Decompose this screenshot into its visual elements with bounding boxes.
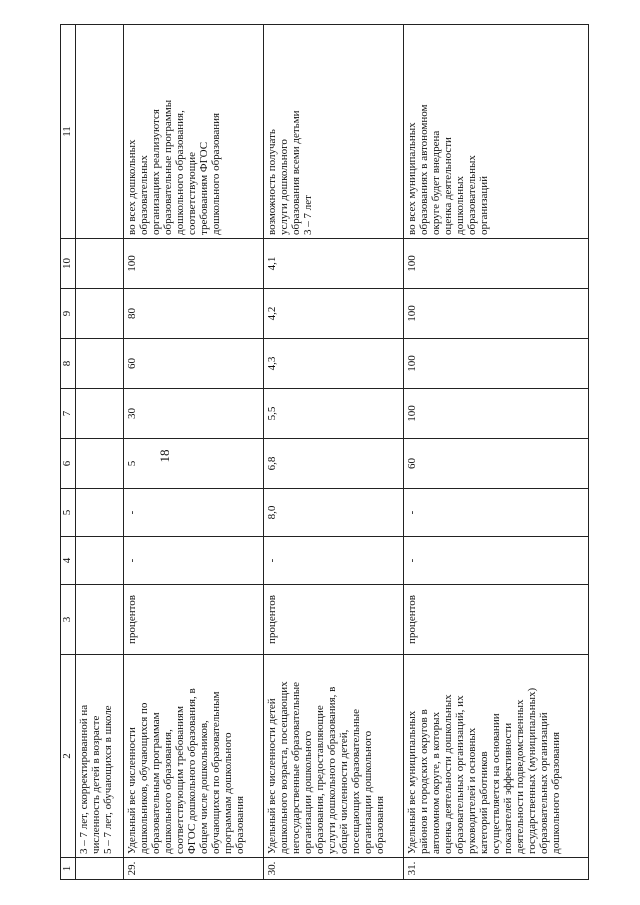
value-cell: 4,2 (264, 289, 404, 339)
value-cell (76, 239, 124, 289)
value-cell: 5 (124, 439, 264, 489)
row-number-cell (76, 858, 124, 880)
column-header: 11 (61, 25, 76, 239)
value-cell (76, 489, 124, 537)
result-cell (76, 25, 124, 239)
indicators-table (60, 24, 589, 880)
value-cell: 60 (404, 439, 589, 489)
column-header: 6 (61, 439, 76, 489)
value-cell: 4,3 (264, 339, 404, 389)
value-cell: 80 (124, 289, 264, 339)
value-cell (76, 339, 124, 389)
value-cell: 100 (404, 339, 589, 389)
column-header: 2 (61, 655, 76, 858)
column-header: 8 (61, 339, 76, 389)
result-cell: во всех муниципальных образованиях в автономном округе будет внедрена оценка деятельности дошкольных образовательных организаций (404, 25, 589, 239)
header-row (61, 25, 76, 880)
value-cell (76, 389, 124, 439)
column-header: 9 (61, 289, 76, 339)
value-cell: 60 (124, 339, 264, 389)
table-row (264, 25, 404, 880)
value-cell (76, 537, 124, 585)
unit-cell: процентов (124, 585, 264, 655)
unit-cell: процентов (264, 585, 404, 655)
page-number: 18 (157, 449, 172, 463)
column-header: 7 (61, 389, 76, 439)
value-cell: 5,5 (264, 389, 404, 439)
column-header: 1 (61, 858, 76, 880)
value-cell: - (404, 537, 589, 585)
value-cell: 100 (404, 389, 589, 439)
value-cell: - (404, 489, 589, 537)
value-cell (76, 289, 124, 339)
column-header: 3 (61, 585, 76, 655)
value-cell: - (124, 489, 264, 537)
value-cell: 100 (404, 289, 589, 339)
value-cell: 100 (404, 239, 589, 289)
table-row (124, 25, 264, 880)
value-cell (76, 439, 124, 489)
table-row (404, 25, 589, 880)
rotated-table-container (60, 25, 600, 880)
result-cell: возможность получать услуги дошкольного образования всеми детьми 3 – 7 лет (264, 25, 404, 239)
indicator-name-cell: Удельный вес численности детей дошкольного возраста, посещающих негосударственные образовательные организации дошкольного образования, предоставляющие услуги дошкольного образования, в общей численности детей, посещающих образовательные организации дошкольного образования (264, 655, 404, 858)
value-cell: - (124, 537, 264, 585)
row-number-cell: 30. (264, 858, 404, 880)
indicator-name-cell: Удельный вес численности дошкольников, обучающихся по образовательным программам дошкольного образования, соответствующим требованиям ФГОС дошкольного образования, в общем числе дошкольников, обучающихся по образовательным программам дошкольного образования (124, 655, 264, 858)
row-number-cell: 31. (404, 858, 589, 880)
indicator-name-cell: Удельный вес муниципальных районов и городских округов в автономном округе, в которых оценка деятельности дошкольных образовательных организаций, их руководителей и основных категорий работников осуществляется на основании показателей эффективности деятельности подведомственных государственных (муниципальных) образовательных организаций дошкольного образования (404, 655, 589, 858)
value-cell: 100 (124, 239, 264, 289)
unit-cell (76, 585, 124, 655)
row-number-cell: 29. (124, 858, 264, 880)
column-header: 5 (61, 489, 76, 537)
column-header: 4 (61, 537, 76, 585)
table-row (76, 25, 124, 880)
column-header: 10 (61, 239, 76, 289)
unit-cell: процентов (404, 585, 589, 655)
value-cell: 8,0 (264, 489, 404, 537)
result-cell: во всех дошкольных образовательных организациях реализуются образовательные программы дошкольного образования, соответствующие требованиям ФГОС дошкольного образования (124, 25, 264, 239)
value-cell: 6,8 (264, 439, 404, 489)
value-cell: 4,1 (264, 239, 404, 289)
value-cell: - (264, 537, 404, 585)
indicator-name-cell: 3 – 7 лет, скорректированной на численность детей в возрасте 5 – 7 лет, обучающихся в школе (76, 655, 124, 858)
value-cell: 30 (124, 389, 264, 439)
